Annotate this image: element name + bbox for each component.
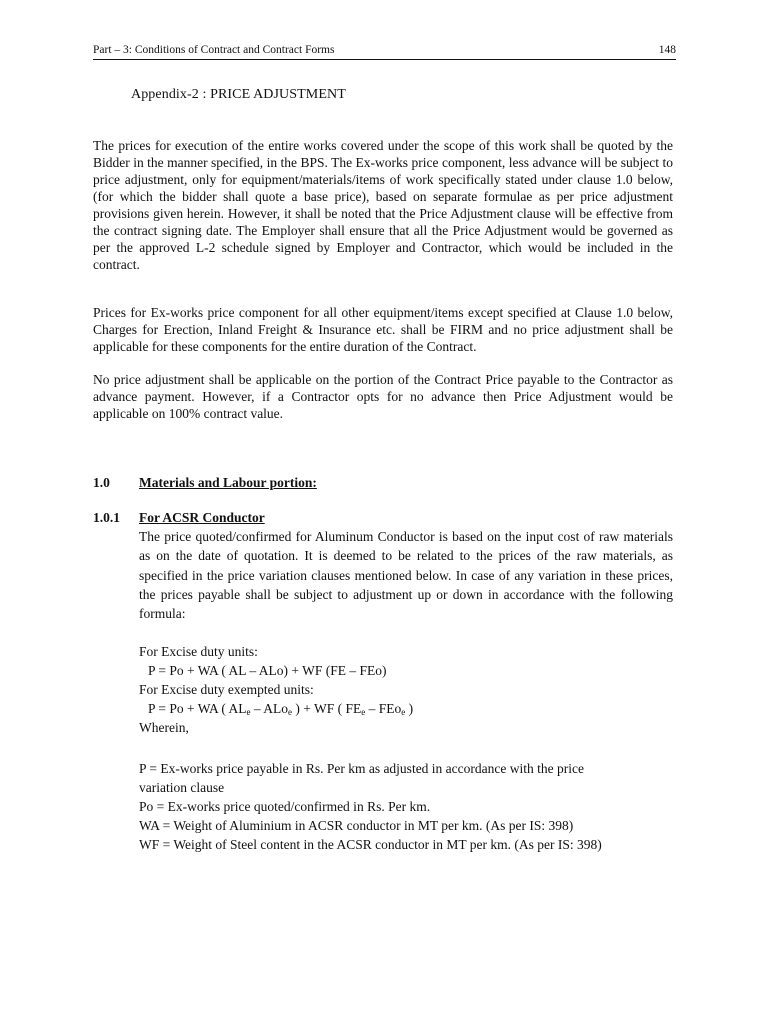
subsection-title: For ACSR Conductor (139, 510, 265, 525)
definition-wa: WA = Weight of Aluminium in ACSR conductor in MT per km. (As per IS: 398) (139, 818, 574, 833)
exempt-label: For Excise duty exempted units: (139, 682, 314, 697)
formula-subscript: e (246, 707, 251, 717)
formula-subscript: e (361, 707, 366, 717)
appendix-title: Appendix-2 : PRICE ADJUSTMENT (131, 87, 346, 102)
section-number: 1.0 (93, 475, 110, 490)
subsection-number: 1.0.1 (93, 510, 120, 525)
formula-part: ) + WF ( FE (292, 701, 362, 716)
formula-subscript: e (288, 707, 293, 717)
wherein-label: Wherein, (139, 720, 189, 735)
formula-subscript: e (401, 707, 406, 717)
definition-p-cont: variation clause (139, 780, 225, 795)
header-title: Part – 3: Conditions of Contract and Contract Forms (93, 44, 335, 56)
page-number: 148 (658, 44, 676, 56)
definition-po: Po = Ex-works price quoted/confirmed in Rs. Per km. (139, 799, 431, 814)
paragraph-1: The prices for execution of the entire works covered under the scope of this work shall be quoted by the Bidder in the manner specified, in the BPS. The Ex-works price component, less advance will be subject to price adjustment, only for equipment/materials/items of work specifically stated under clause 1.0 below, (for which the bidder shall quote a base price), based on separate formulae as per price adjustment provisions given herein. However, it shall be noted that the Price Adjustment clause will be effective from the contract signing date. The Employer shall ensure that all the Price Adjustment would be governed as per the approved L-2 schedule signed by Employer and Contractor, which would be included in the contract. (93, 138, 673, 272)
definition-wf: WF = Weight of Steel content in the ACSR conductor in MT per km. (As per IS: 398) (139, 837, 602, 852)
section-title: Materials and Labour portion: (139, 475, 317, 490)
formula-part: ) (405, 701, 414, 716)
formula-excise: P = Po + WA ( AL – ALo) + WF (FE – FEo) (148, 663, 387, 678)
formula-part: – FEo (365, 701, 402, 716)
formula-part: P = Po + WA ( AL (148, 701, 247, 716)
definition-p: P = Ex-works price payable in Rs. Per km as adjusted in accordance with the price (139, 761, 584, 776)
acsr-body-paragraph: The price quoted/confirmed for Aluminum Conductor is based on the input cost of raw materials as on the date of quotation. It is deemed to be related to the prices of the raw materials, as specified in the price variation clauses mentioned below. In case of any variation in these prices, the prices payable shall be subject to adjustment up or down in accordance with the following formula: (139, 529, 673, 622)
paragraph-2: Prices for Ex-works price component for all other equipment/items except specified at Clause 1.0 below, Charges for Erection, Inland Freight & Insurance etc. shall be FIRM and no price adjustment shall be applicable for these components for the entire duration of the Contract. (93, 305, 673, 354)
page-header (93, 43, 676, 60)
paragraph-3: No price adjustment shall be applicable on the portion of the Contract Price payable to the Contractor as advance payment. However, if a Contractor opts for no advance then Price Adjustment would be applicable on 100% contract value. (93, 372, 673, 421)
excise-label: For Excise duty units: (139, 644, 258, 659)
formula-part: – ALo (250, 701, 289, 716)
